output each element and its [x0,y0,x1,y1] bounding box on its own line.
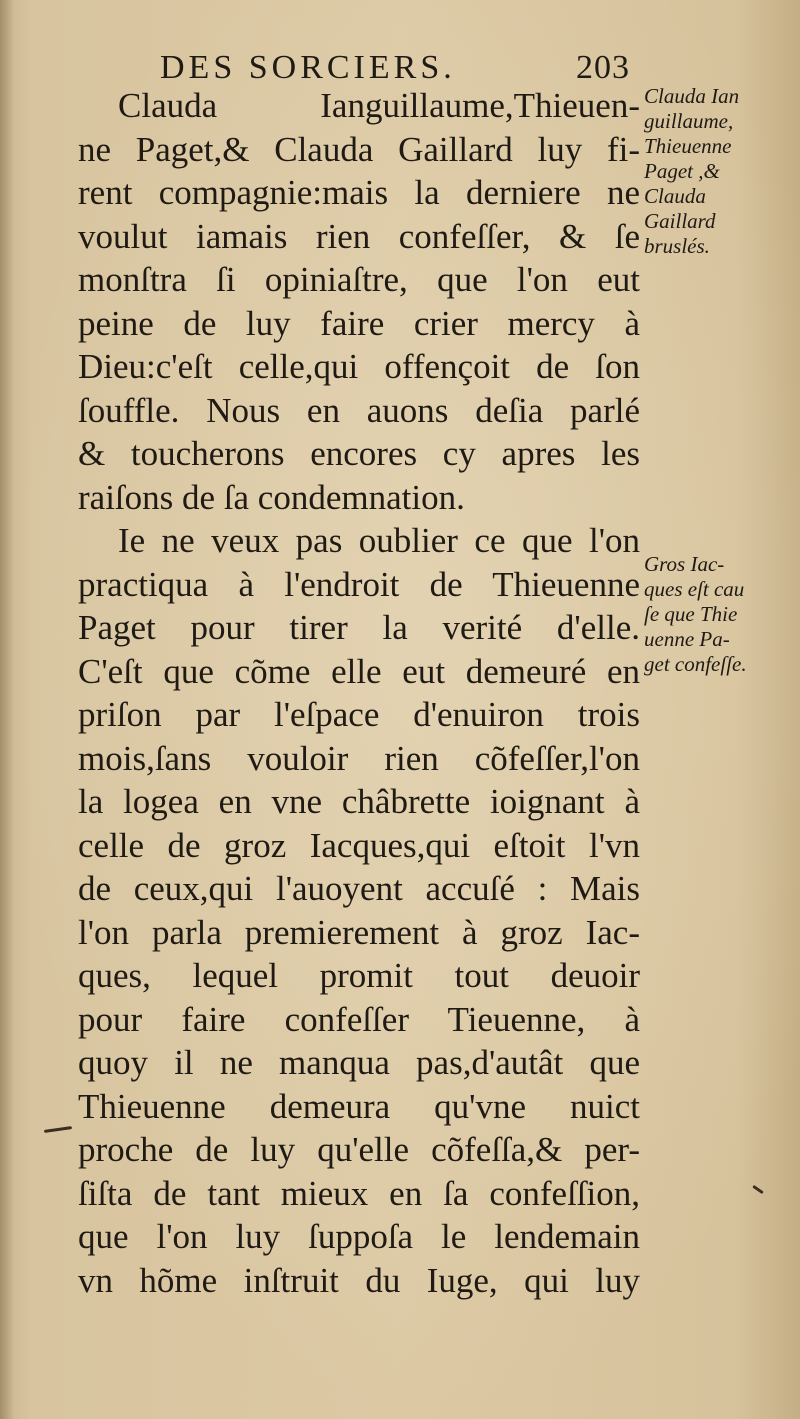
text-line: mois,ſans vouloir rien cõfeſſer,l'on [78,738,640,778]
marginal-line: Gaillard [644,209,716,233]
text-line: rent compagnie:mais la derniere ne [78,173,640,212]
text-line: pour faire confeſſer Tieuenne, à [78,999,640,1039]
text-line: proche de luy qu'elle cõfeſſa,& per- [78,1130,640,1169]
body-text [78,84,640,1302]
marginal-note-burned [644,84,794,259]
marginal-line: Clauda [644,184,706,208]
marginal-line: Paget ,& [644,159,720,183]
text-line: Paget pour tirer la verité d'elle. [78,608,640,647]
text-line: voulut iamais rien confeſſer, & ſe [78,216,640,256]
text-line: ques, lequel promit tout deuoir [78,956,640,995]
marginal-line: ſe que Thie [644,602,738,626]
text-line: la logea en vne châbrette ioignant à [78,782,640,821]
page-number: 203 [576,49,630,86]
text-line: ſouffle. Nous en auons deſia parlé [78,390,640,430]
marginal-line: uenne Pa- [644,627,730,651]
text-line: Thieuenne demeura qu'vne nuict [78,1086,640,1126]
ink-fleck [752,1185,764,1194]
marginal-line: bruslés. [644,234,710,258]
marginal-line: Thieuenne [644,134,732,158]
text-line: practiqua à l'endroit de Thieuenne [78,564,640,604]
text-line: celle de groz Iacques,qui eſtoit l'vn [78,825,640,865]
marginal-note-confession [644,552,794,677]
text-line: peine de luy faire crier mercy à [78,303,640,343]
marginal-line: ques eſt cau [644,577,745,601]
text-line: l'on parla premierement à groz Iac- [78,912,640,952]
marginal-line: Gros Iac- [644,552,725,576]
marginal-line: Clauda Ian [644,84,740,108]
marginal-line: guillaume, [644,109,734,133]
running-title: DES SORCIERS. [160,49,456,86]
ink-fleck [44,1126,72,1133]
text-line: Ie ne veux pas oublier ce que l'on [118,521,640,560]
running-head [160,48,630,88]
text-line: quoy il ne manqua pas,d'autât que [78,1043,640,1082]
text-line: priſon par l'eſpace d'enuiron trois [78,695,640,734]
marginal-line: get confeſſe. [644,652,747,676]
text-line: que l'on luy ſuppoſa le lendemain [78,1217,640,1256]
text-line: raiſons de ſa condemnation. [78,477,465,517]
text-line: vn hõme inſtruit du Iuge, qui luy [78,1260,640,1300]
text-line: Clauda Ianguillaume,Thieuen- [118,86,640,125]
text-line: C'eſt que cõme elle eut demeuré en [78,651,640,691]
text-line: & toucherons encores cy apres les [78,434,640,473]
text-line: monſtra ſi opiniaſtre, que l'on eut [78,260,640,299]
gutter-shadow [0,0,14,1419]
text-line: ſiſta de tant mieux en ſa confeſſion, [78,1173,640,1213]
text-line: ne Paget,& Clauda Gaillard luy fi- [78,129,640,169]
text-line: de ceux,qui l'auoyent accuſé : Mais [78,869,640,908]
text-line: Dieu:c'eſt celle,qui offençoit de ſon [78,347,640,386]
